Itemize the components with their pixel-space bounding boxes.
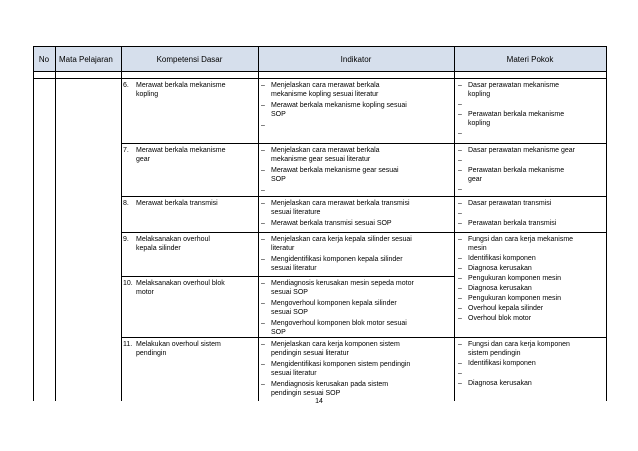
material-item-bullet: – bbox=[458, 265, 462, 273]
competency-text: kopling bbox=[136, 91, 159, 99]
indicator-item-text: Menjelaskan cara merawat berkala bbox=[271, 82, 380, 89]
material-item-bullet: – bbox=[458, 236, 462, 243]
material-item-bullet: – bbox=[458, 200, 462, 207]
indicator-item-text: mekanisme gear sesuai literatur bbox=[271, 156, 371, 164]
indicator-item-text: Mengoverhoul komponen blok motor sesuai bbox=[271, 319, 407, 327]
material-item-text: Pengukuran komponen mesin bbox=[468, 275, 562, 282]
material-item-text: Dasar perawatan mekanisme gear bbox=[468, 147, 575, 154]
indicator-item-bullet: – bbox=[261, 219, 265, 227]
indicator-item-bullet: – bbox=[261, 255, 265, 263]
indicator-item-bullet: – bbox=[261, 186, 265, 194]
competency-text: gear bbox=[136, 156, 151, 164]
material-item-bullet: – bbox=[458, 156, 462, 164]
indicator-item-text: SOP bbox=[271, 111, 286, 119]
indicator-item-bullet: – bbox=[261, 121, 265, 129]
material-item-bullet: – bbox=[458, 314, 462, 322]
row-border-8 bbox=[121, 232, 607, 233]
material-item-text: Diagnosa kerusakan bbox=[468, 380, 532, 387]
competency-number: 11. bbox=[123, 341, 133, 348]
competency-text: pendingin bbox=[136, 350, 167, 358]
spacer-row-border bbox=[33, 78, 607, 79]
material-item-bullet: – bbox=[458, 111, 462, 119]
material-item-text: Pengukuran komponen mesin bbox=[468, 294, 562, 302]
row-border-9 bbox=[121, 276, 454, 277]
material-item-text: Identifikasi komponen bbox=[468, 255, 536, 263]
material-item-bullet: – bbox=[458, 82, 462, 89]
indicator-item-text: literatur bbox=[271, 245, 295, 253]
competency-text: Merawat berkala transmisi bbox=[136, 200, 218, 207]
material-item-text: Perawatan berkala mekanisme bbox=[468, 111, 565, 119]
indicator-item-text: sesuai literatur bbox=[271, 265, 317, 273]
competency-number: 8. bbox=[123, 200, 129, 207]
material-item-bullet: – bbox=[458, 294, 462, 302]
indicator-item-bullet: – bbox=[261, 360, 265, 368]
competency-text: motor bbox=[136, 289, 154, 297]
indicator-item-text: Merawat berkala transmisi sesuai SOP bbox=[271, 219, 392, 227]
material-item-text: sistem pendingin bbox=[468, 350, 521, 358]
competency-number: 10. bbox=[123, 280, 133, 287]
col-border-left bbox=[33, 46, 34, 401]
competency-text: Melakukan overhoul sistem bbox=[136, 341, 221, 348]
material-item-text: Overhoul kepala silinder bbox=[468, 304, 544, 312]
indicator-item-bullet: – bbox=[261, 299, 265, 307]
indicator-item-bullet: – bbox=[261, 82, 265, 89]
material-item-text: Dasar perawatan mekanisme bbox=[468, 82, 560, 89]
indicator-item-text: Mendiagnosis kerusakan pada sistem bbox=[271, 380, 389, 388]
row-border-7 bbox=[121, 196, 607, 197]
competency-text: kepala silinder bbox=[136, 245, 181, 253]
indicator-item-text: sesuai SOP bbox=[271, 309, 308, 317]
col-border-right bbox=[606, 46, 607, 401]
material-item-bullet: – bbox=[458, 380, 462, 387]
header-competency: Kompetensi Dasar bbox=[156, 55, 223, 64]
material-item-bullet: – bbox=[458, 304, 462, 312]
row-border-10 bbox=[121, 337, 607, 338]
material-item-bullet: – bbox=[458, 147, 462, 154]
indicator-item-text: SOP bbox=[271, 328, 286, 336]
indicator-item-bullet: – bbox=[261, 166, 265, 174]
material-item-bullet: – bbox=[458, 186, 462, 193]
competency-number: 7. bbox=[123, 147, 129, 154]
material-item-bullet: – bbox=[458, 255, 462, 263]
indicator-item-text: Menjelaskan cara merawat berkala bbox=[271, 147, 380, 154]
material-item-text: Dasar perawatan transmisi bbox=[468, 200, 552, 207]
col-border-competency bbox=[258, 46, 259, 401]
indicator-item-text: Mengidentifikasi komponen sistem pendingin bbox=[271, 360, 411, 368]
indicator-item-text: Merawat berkala mekanisme kopling sesuai bbox=[271, 101, 407, 109]
indicator-item-bullet: – bbox=[261, 147, 265, 154]
competency-text: Merawat berkala mekanisme bbox=[136, 147, 226, 154]
indicator-item-text: Mengoverhoul komponen kepala silinder bbox=[271, 299, 397, 307]
col-border-indicator bbox=[454, 46, 455, 401]
header-indicator: Indikator bbox=[340, 55, 372, 64]
indicator-item-text: mekanisme kopling sesuai literatur bbox=[271, 91, 379, 99]
indicator-item-text: Menjelaskan cara merawat berkala transmisi bbox=[271, 200, 410, 207]
material-item-text: kopling bbox=[468, 91, 491, 99]
header-bottom-border bbox=[33, 71, 607, 72]
material-item-bullet: – bbox=[458, 275, 462, 282]
material-item-bullet: – bbox=[458, 101, 462, 109]
indicator-item-text: sesuai SOP bbox=[271, 289, 308, 297]
table-top-border bbox=[33, 46, 607, 47]
material-item-text: Fungsi dan cara kerja komponen bbox=[468, 341, 570, 348]
competency-number: 9. bbox=[123, 236, 129, 243]
indicator-item-bullet: – bbox=[261, 200, 265, 207]
indicator-item-bullet: – bbox=[261, 319, 265, 327]
material-item-bullet: – bbox=[458, 209, 462, 217]
col-border-no bbox=[55, 46, 56, 401]
material-item-bullet: – bbox=[458, 166, 462, 174]
indicator-item-text: Menjelaskan cara kerja kepala silinder sesuai bbox=[271, 236, 412, 243]
competency-text: Melaksanakan overhoul bbox=[136, 236, 210, 243]
material-item-bullet: – bbox=[458, 360, 462, 368]
col-border-subject bbox=[121, 46, 122, 401]
indicator-item-text: pendingin sesuai literatur bbox=[271, 350, 349, 358]
indicator-item-text: Mendiagnosis kerusakan mesin sepeda motor bbox=[271, 280, 414, 287]
indicator-item-text: sesuai literatur bbox=[271, 370, 317, 378]
indicator-item-text: sesuai literature bbox=[271, 209, 321, 217]
indicator-item-bullet: – bbox=[261, 280, 265, 287]
header-no: No bbox=[38, 55, 50, 64]
page-number: 14 bbox=[315, 398, 323, 405]
indicator-item-bullet: – bbox=[261, 236, 265, 243]
material-item-bullet: – bbox=[458, 341, 462, 348]
material-item-text: Perawatan berkala mekanisme bbox=[468, 166, 565, 174]
material-item-text: Diagnosa kerusakan bbox=[468, 265, 532, 273]
indicator-item-bullet: – bbox=[261, 380, 265, 388]
header-subject: Mata Pelajaran bbox=[59, 55, 113, 64]
material-item-text: kopling bbox=[468, 120, 491, 128]
material-item-text: Fungsi dan cara kerja mekanisme bbox=[468, 236, 574, 243]
material-item-text: gear bbox=[468, 176, 483, 184]
material-item-text: Perawatan berkala transmisi bbox=[468, 219, 557, 227]
indicator-item-text: Mengidentifikasi komponen kepala silinder bbox=[271, 255, 403, 263]
header-material: Materi Pokok bbox=[506, 55, 554, 64]
indicator-item-text: pendingin sesuai SOP bbox=[271, 389, 341, 397]
competency-text: Merawat berkala mekanisme bbox=[136, 82, 226, 89]
material-item-text: Identifikasi komponen bbox=[468, 360, 536, 368]
indicator-item-text: SOP bbox=[271, 176, 286, 184]
material-item-bullet: – bbox=[458, 219, 462, 227]
competency-text: Melaksanakan overhoul blok bbox=[136, 280, 225, 287]
row-border-6 bbox=[121, 143, 607, 144]
material-item-text: mesin bbox=[468, 245, 487, 253]
material-item-bullet: – bbox=[458, 130, 462, 138]
indicator-item-bullet: – bbox=[261, 341, 265, 348]
material-item-bullet: – bbox=[458, 284, 462, 292]
material-item-bullet: – bbox=[458, 370, 462, 378]
indicator-item-text: Merawat berkala mekanisme gear sesuai bbox=[271, 166, 399, 174]
material-item-text: Overhoul blok motor bbox=[468, 314, 532, 322]
material-item-text: Diagnosa kerusakan bbox=[468, 284, 532, 292]
indicator-item-text: Menjelaskan cara kerja komponen sistem bbox=[271, 341, 400, 348]
indicator-item-bullet: – bbox=[261, 101, 265, 109]
competency-number: 6. bbox=[123, 82, 129, 89]
